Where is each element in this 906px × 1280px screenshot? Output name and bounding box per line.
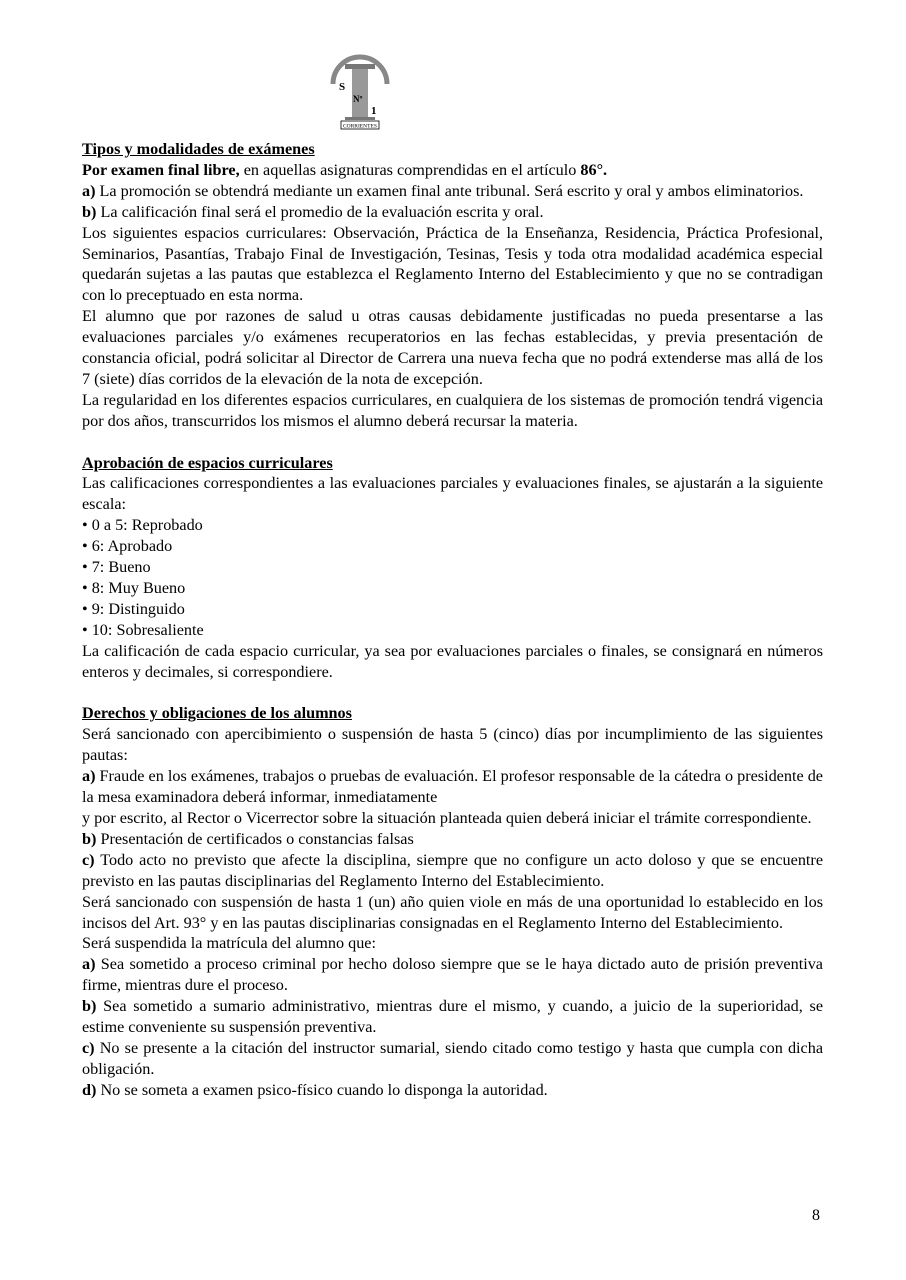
paragraph-text: • 7: Bueno <box>82 558 151 577</box>
paragraph-text: Será sancionado con suspensión de hasta 1 (un) año quien viole en más de una oportunidad lo establecido en los incisos del Art. 93° y en las pautas disciplinarias consignadas en el Reglamento Interno del Establecimiento. <box>82 892 823 932</box>
svg-text:Nº: Nº <box>353 94 363 104</box>
institution-logo <box>327 54 393 130</box>
bold-text: 86°. <box>580 160 608 179</box>
paragraph-text: y por escrito, al Rector o Vicerrector sobre la situación planteada quien deberá iniciar el trámite correspondiente. <box>82 808 812 827</box>
paragraph-text: Presentación de certificados o constancias falsas <box>96 829 414 848</box>
svg-text:1: 1 <box>371 105 377 117</box>
paragraph <box>82 599 823 620</box>
bold-text: c) <box>82 850 95 869</box>
paragraph-text: Todo acto no previsto que afecte la disciplina, siempre que no configure un acto doloso y que se encuentre previsto en las pautas disciplinarias del Reglamento Interno del Establecimiento. <box>82 850 823 890</box>
paragraph-text: No se presente a la citación del instructor sumarial, siendo citado como testigo y hasta que cumpla con dicha obligación. <box>82 1038 823 1078</box>
paragraph-text: La regularidad en los diferentes espacios curriculares, en cualquiera de los sistemas de promoción tendrá vigencia por dos años, transcurridos los mismos el alumno deberá recursar la materia. <box>82 390 823 430</box>
paragraph <box>82 954 823 996</box>
bold-text: Por examen final libre, <box>82 160 240 179</box>
section-heading: Tipos y modalidades de exámenes <box>82 140 315 158</box>
paragraph <box>82 160 823 181</box>
paragraph-text: La calificación de cada espacio curricular, ya sea por evaluaciones parciales o finales, se consignará en números enteros y decimales, si correspondiere. <box>82 641 823 681</box>
paragraph <box>82 933 823 954</box>
paragraph <box>82 181 823 202</box>
paragraph <box>82 536 823 557</box>
paragraph-text: Sea sometido a proceso criminal por hecho doloso siempre que se le haya dictado auto de prisión preventiva firme, mientras dure el proceso. <box>82 955 823 995</box>
paragraph-text: • 10: Sobresaliente <box>82 620 204 639</box>
paragraph-text: • 0 a 5: Reprobado <box>82 516 203 535</box>
svg-text:S: S <box>339 81 346 93</box>
bold-text: c) <box>82 1038 95 1057</box>
paragraph-text: • 9: Distinguido <box>82 599 185 618</box>
bold-text: a) <box>82 767 96 786</box>
paragraph <box>82 306 823 390</box>
paragraph <box>82 850 823 892</box>
paragraph-text: El alumno que por razones de salud u otras causas debidamente justificadas no pueda presentarse a las evaluaciones parciales y/o exámenes recuperatorios en las fechas establecidas, y previa presentación de constancia oficial, podrá solicitar al Director de Carrera una nueva fecha que no podrá extenderse mas allá de los 7 (siete) días corridos de la elevación de la nota de excepción. <box>82 307 823 388</box>
paragraph <box>82 473 823 515</box>
bold-text: a) <box>82 955 96 974</box>
paragraph <box>82 223 823 307</box>
paragraph-text: La calificación final será el promedio de la evaluación escrita y oral. <box>96 202 544 221</box>
paragraph <box>82 766 823 808</box>
paragraph <box>82 202 823 223</box>
paragraph-text: La promoción se obtendrá mediante un examen final ante tribunal. Será escrito y oral y ambos eliminatorios. <box>95 181 804 200</box>
paragraph <box>82 515 823 536</box>
bold-text: d) <box>82 1080 97 1099</box>
paragraph-text: Sea sometido a sumario administrativo, mientras dure el mismo, y cuando, a juicio de la superioridad, se estime conveniente su suspensión preventiva. <box>82 997 823 1037</box>
paragraph <box>82 620 823 641</box>
paragraph <box>82 892 823 934</box>
document-body <box>82 139 823 1101</box>
paragraph <box>82 808 823 829</box>
section-heading: Derechos y obligaciones de los alumnos <box>82 704 352 723</box>
paragraph-text: en aquellas asignaturas comprendidas en el artículo <box>239 160 581 179</box>
bold-text: a) <box>82 181 96 200</box>
paragraph <box>82 557 823 578</box>
paragraph <box>82 1080 823 1101</box>
paragraph <box>82 1038 823 1080</box>
section-heading: Aprobación de espacios curriculares <box>82 453 333 472</box>
paragraph-text: No se someta a examen psico-físico cuando lo disponga la autoridad. <box>96 1080 548 1099</box>
paragraph <box>82 641 823 683</box>
paragraph <box>82 390 823 432</box>
paragraph <box>82 578 823 599</box>
page-number: 8 <box>812 1207 820 1224</box>
bold-text: b) <box>82 829 97 848</box>
paragraph <box>82 829 823 850</box>
paragraph-text: • 6: Aprobado <box>82 537 173 556</box>
bold-text: b) <box>82 202 97 221</box>
paragraph <box>82 724 823 766</box>
paragraph <box>82 996 823 1038</box>
svg-text:CORRIENTES: CORRIENTES <box>343 123 377 130</box>
paragraph-text: Será suspendida la matrícula del alumno que: <box>82 934 376 953</box>
paragraph-text: Los siguientes espacios curriculares: Observación, Práctica de la Enseñanza, Residencia, Práctica Profesional, Seminarios, Pasantías, Trabajo Final de Investigación, Tesinas, Tesis y toda otra modalidad académica especial quedarán sujetas a las pautas que establezca el Reglamento Interno del Establecimiento y que no se contradigan con lo preceptuado en esta norma. <box>82 223 823 305</box>
paragraph-text: Fraude en los exámenes, trabajos o pruebas de evaluación. El profesor responsable de la cátedra o presidente de la mesa examinadora deberá informar, inmediatamente <box>82 767 823 807</box>
bold-text: b) <box>82 997 97 1016</box>
paragraph-text: Las calificaciones correspondientes a las evaluaciones parciales y evaluaciones finales, se ajustarán a la siguiente escala: <box>82 474 823 514</box>
paragraph-text: Será sancionado con apercibimiento o suspensión de hasta 5 (cinco) días por incumplimiento de las siguientes pautas: <box>82 725 823 765</box>
paragraph-text: • 8: Muy Bueno <box>82 579 186 598</box>
